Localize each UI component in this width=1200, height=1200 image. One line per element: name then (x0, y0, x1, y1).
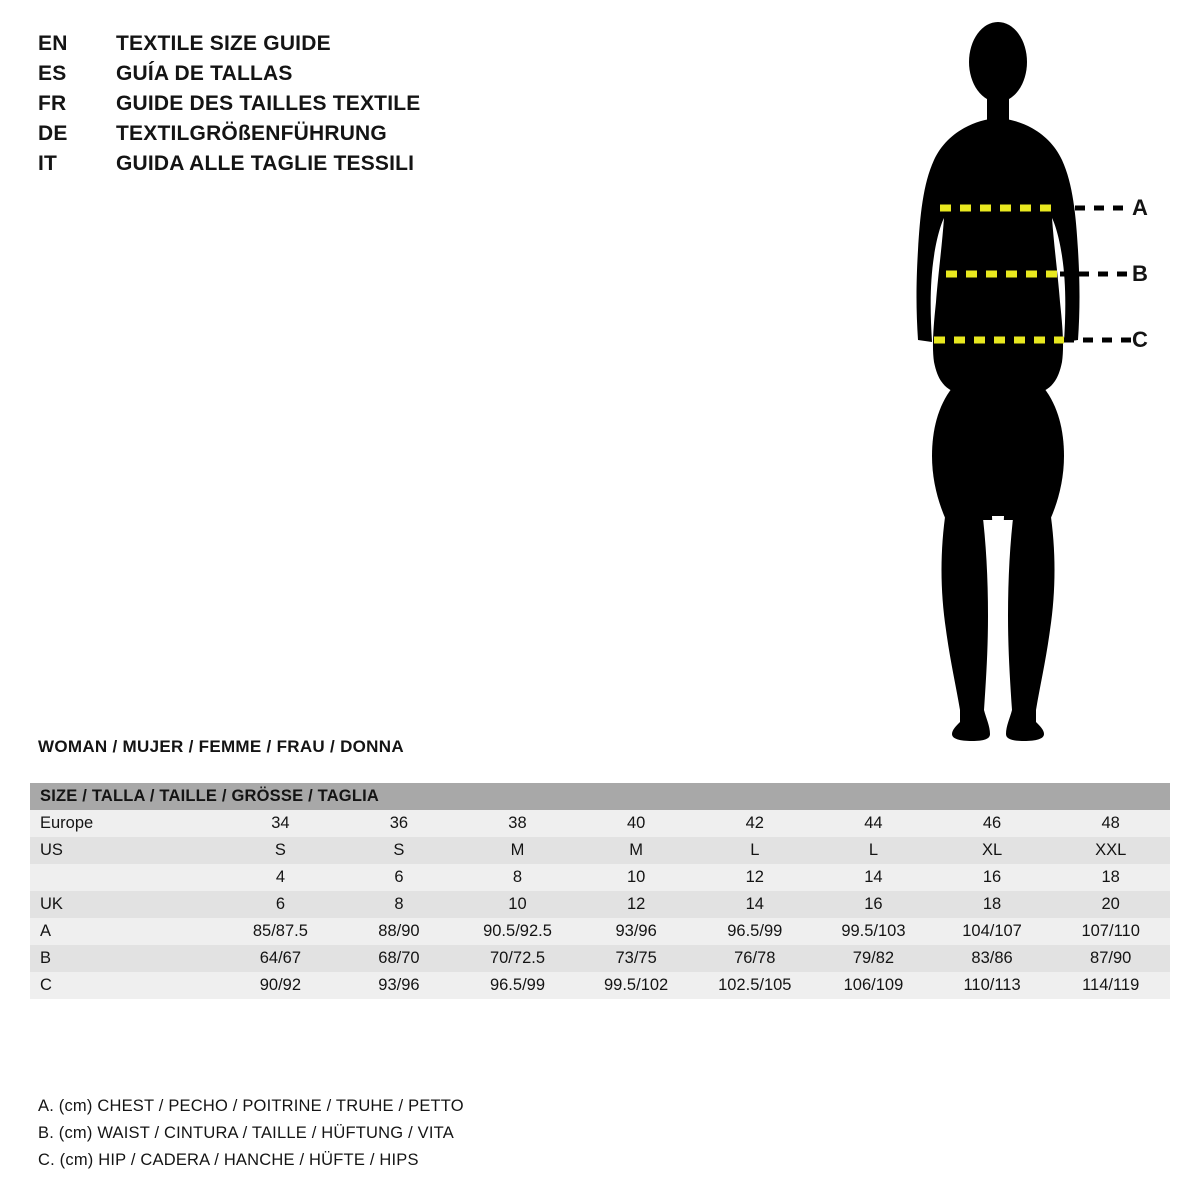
cell-value: 14 (864, 868, 883, 886)
size-table-head (30, 783, 1170, 810)
table-row (30, 891, 1170, 918)
cell-value: S (393, 841, 405, 859)
title-text: GUIDE DES TAILLES TEXTILE (116, 92, 421, 115)
cell-value: 96.5/99 (727, 922, 783, 940)
size-table-body (30, 810, 1170, 999)
table-row (30, 972, 1170, 999)
footnote-hip: C. (cm) HIP / CADERA / HANCHE / HÜFTE / HIPS (38, 1151, 419, 1169)
cell-value: 18 (1101, 868, 1120, 886)
size-table (30, 783, 1170, 999)
body-figure-area (860, 10, 1190, 750)
cell-value: 38 (508, 814, 527, 832)
title-text: TEXTILGRÖßENFÜHRUNG (116, 122, 387, 145)
cell-value: 99.5/102 (604, 976, 669, 994)
cell-value: 114/119 (1082, 976, 1140, 994)
table-row (30, 810, 1170, 837)
table-row (30, 918, 1170, 945)
title-row (38, 92, 658, 122)
footnote-chest: A. (cm) CHEST / PECHO / POITRINE / TRUHE / PETTO (38, 1097, 464, 1115)
section-label: WOMAN / MUJER / FEMME / FRAU / DONNA (38, 737, 404, 756)
size-table-header-cell: SIZE / TALLA / TAILLE / GRÖSSE / TAGLIA (30, 783, 1170, 810)
row-label: B (40, 949, 52, 967)
cell-value: 12 (745, 868, 764, 886)
cell-value: 96.5/99 (489, 976, 546, 994)
waist-measure-letter: B (1132, 261, 1148, 286)
cell-value: 83/86 (971, 949, 1013, 967)
cell-value: 10 (508, 895, 527, 913)
hip-measure-letter: C (1132, 327, 1148, 352)
cell-value: 90/92 (259, 976, 302, 994)
title-text: GUIDA ALLE TAGLIE TESSILI (116, 152, 415, 175)
cell-value: L (750, 841, 760, 859)
title-language-code: EN (38, 32, 68, 55)
cell-value: 87/90 (1090, 949, 1132, 967)
cell-value: 48 (1101, 814, 1120, 832)
cell-value: 4 (275, 868, 285, 886)
row-label: US (40, 841, 63, 859)
cell-value: XL (981, 841, 1003, 859)
cell-value: 6 (394, 868, 404, 886)
title-row (38, 32, 658, 62)
title-language-code: IT (38, 152, 58, 175)
title-block (38, 32, 658, 182)
cell-value: 6 (275, 895, 285, 913)
cell-value: 8 (394, 895, 404, 913)
title-row (38, 62, 658, 92)
row-label: C (40, 976, 52, 994)
cell-value: 16 (982, 868, 1002, 886)
title-row (38, 122, 658, 152)
cell-value: 93/96 (378, 976, 420, 994)
cell-value: 104/107 (962, 922, 1022, 940)
row-label: A (40, 922, 52, 940)
chest-measure-letter: A (1132, 195, 1148, 220)
table-row (30, 945, 1170, 972)
cell-value: L (868, 841, 879, 859)
cell-value: 16 (864, 895, 883, 913)
cell-value: 44 (864, 814, 883, 832)
cell-value: 70/72.5 (489, 949, 546, 967)
table-row (30, 837, 1170, 864)
title-text: TEXTILE SIZE GUIDE (116, 32, 331, 55)
cell-value: 107/110 (1081, 922, 1140, 940)
title-row (38, 152, 658, 182)
row-label (30, 864, 221, 891)
title-language-code: ES (38, 62, 67, 85)
cell-value: 46 (982, 814, 1002, 832)
cell-value: 79/82 (852, 949, 895, 967)
cell-value: 36 (389, 814, 409, 832)
row-label: Europe (40, 814, 94, 832)
cell-value: 40 (626, 814, 646, 832)
row-label: UK (40, 895, 63, 913)
cell-value: 14 (745, 895, 764, 913)
cell-value: 64/67 (259, 949, 302, 967)
title-language-code: DE (38, 122, 68, 145)
cell-value: 18 (982, 895, 1002, 913)
cell-value: 102.5/105 (718, 976, 792, 994)
table-header-row (30, 783, 1170, 810)
cell-value: 8 (512, 868, 523, 886)
cell-value: 76/78 (734, 949, 776, 967)
cell-value: M (629, 841, 643, 859)
cell-value: 20 (1101, 895, 1120, 913)
cell-value: 42 (745, 814, 764, 832)
table-row (30, 864, 1170, 891)
footnotes (38, 1093, 838, 1174)
title-text: GUÍA DE TALLAS (116, 62, 293, 85)
cell-value: 110/113 (963, 976, 1021, 994)
cell-value: XXL (1095, 841, 1127, 859)
footnote-waist: B. (cm) WAIST / CINTURA / TAILLE / HÜFTUNG / VITA (38, 1124, 454, 1142)
cell-value: 12 (626, 895, 646, 913)
title-language-code: FR (38, 92, 67, 115)
cell-value: 99.5/103 (841, 922, 906, 940)
cell-value: M (510, 841, 525, 859)
female-body-silhouette-icon (860, 10, 1190, 750)
cell-value: 90.5/92.5 (483, 922, 552, 940)
cell-value: 93/96 (615, 922, 657, 940)
cell-value: 10 (626, 868, 646, 886)
cell-value: 106/109 (843, 976, 904, 994)
cell-value: 34 (271, 814, 290, 832)
cell-value: 88/90 (378, 922, 420, 940)
cell-value: 73/75 (615, 949, 657, 967)
cell-value: S (274, 841, 286, 859)
cell-value: 85/87.5 (252, 922, 308, 940)
cell-value: 68/70 (378, 949, 420, 967)
